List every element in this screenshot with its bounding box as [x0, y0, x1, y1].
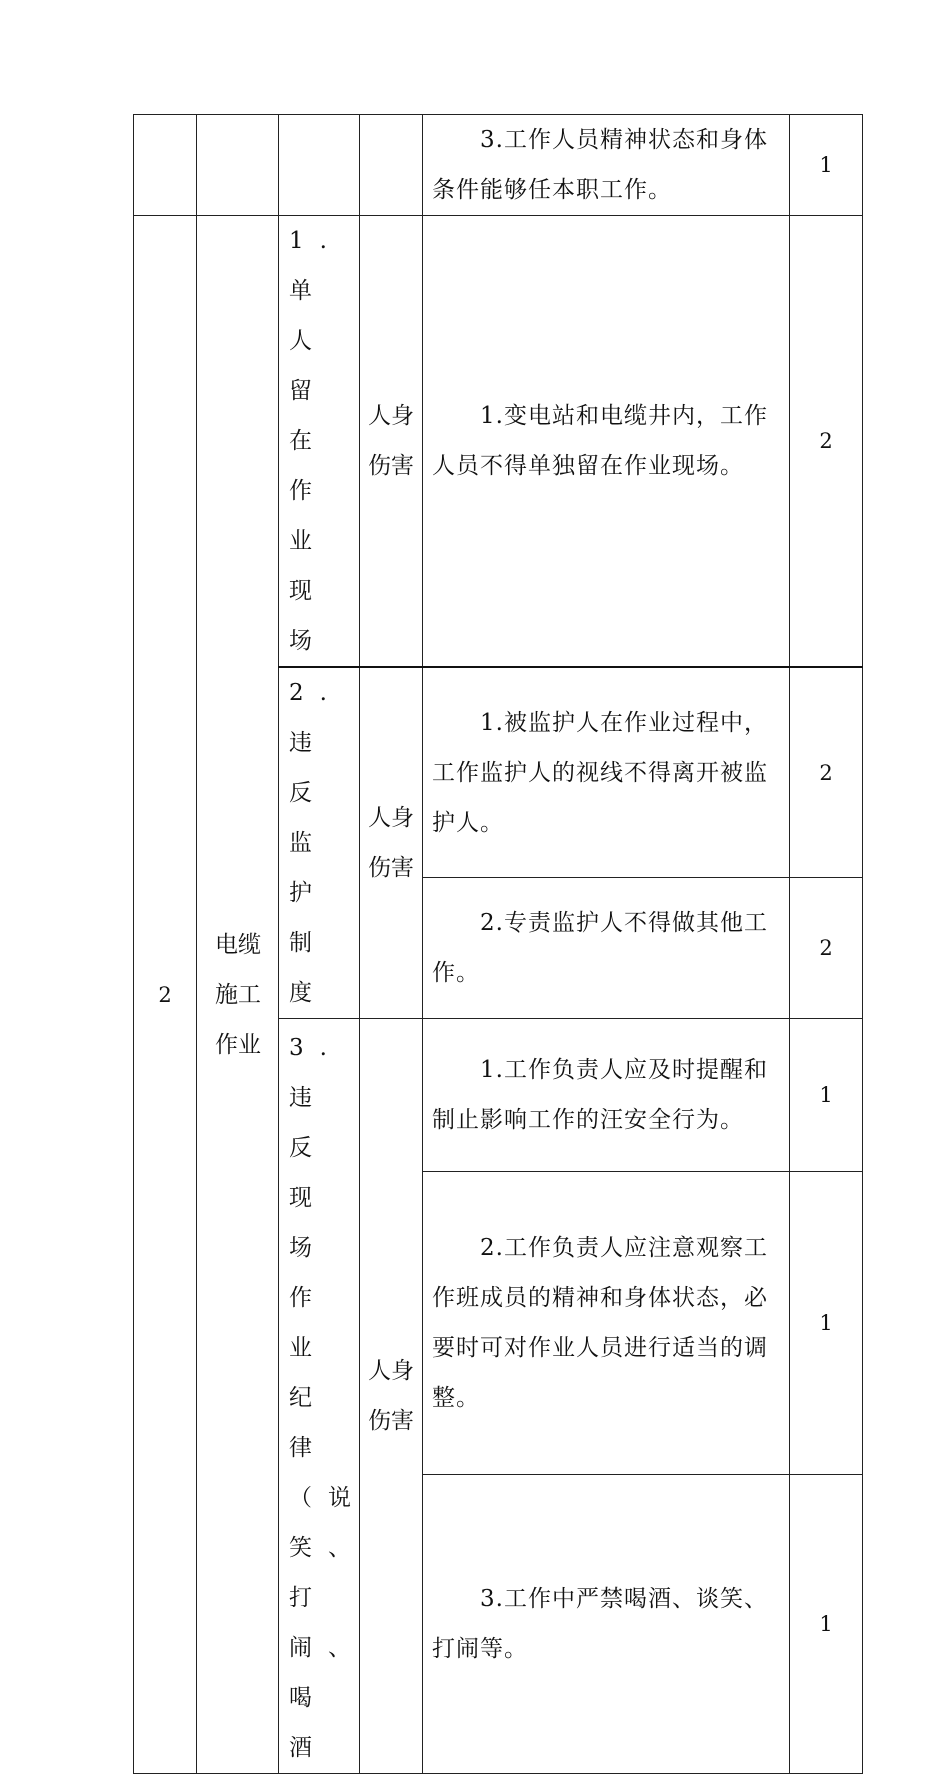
- seq-cell: 2: [134, 216, 197, 1774]
- measure-cell: 2.专责监护人不得做其他工作。: [423, 878, 790, 1019]
- hazard-table: [133, 114, 863, 1774]
- measure-cell: 1.工作负责人应及时提醒和制止影响工作的汪安全行为。: [423, 1019, 790, 1172]
- table-row: [134, 216, 863, 668]
- score-cell: 1: [790, 1171, 863, 1475]
- measure-cell: 3.工作中严禁喝酒、谈笑、打闹等。: [423, 1475, 790, 1774]
- score-cell: 1: [790, 1019, 863, 1172]
- risk-cell: [360, 115, 423, 216]
- risk-cell: 人身伤害: [360, 216, 423, 668]
- score-cell: 2: [790, 878, 863, 1019]
- category-cell: 电缆施工作业: [197, 216, 279, 1774]
- hazard-cell: 3.违反现场作业纪律（说笑、打闹、喝酒: [279, 1019, 360, 1774]
- seq-cell: [134, 115, 197, 216]
- risk-cell: 人身伤害: [360, 1019, 423, 1774]
- measure-cell: 1.被监护人在作业过程中，工作监护人的视线不得离开被监护人。: [423, 667, 790, 878]
- category-cell: [197, 115, 279, 216]
- measure-cell: 2.工作负责人应注意观察工作班成员的精神和身体状态，必要时可对作业人员进行适当的调整。: [423, 1171, 790, 1475]
- score-cell: 1: [790, 1475, 863, 1774]
- score-cell: 1: [790, 115, 863, 216]
- risk-cell: 人身伤害: [360, 667, 423, 1019]
- hazard-cell: 1.单人留在作业现场: [279, 216, 360, 668]
- table-row: [134, 115, 863, 216]
- measure-cell: 3.工作人员精神状态和身体条件能够任本职工作。: [423, 115, 790, 216]
- score-cell: 2: [790, 667, 863, 878]
- hazard-cell: [279, 115, 360, 216]
- hazard-cell: 2.违反监护制度: [279, 667, 360, 1019]
- score-cell: 2: [790, 216, 863, 668]
- measure-cell: 1.变电站和电缆井内，工作人员不得单独留在作业现场。: [423, 216, 790, 668]
